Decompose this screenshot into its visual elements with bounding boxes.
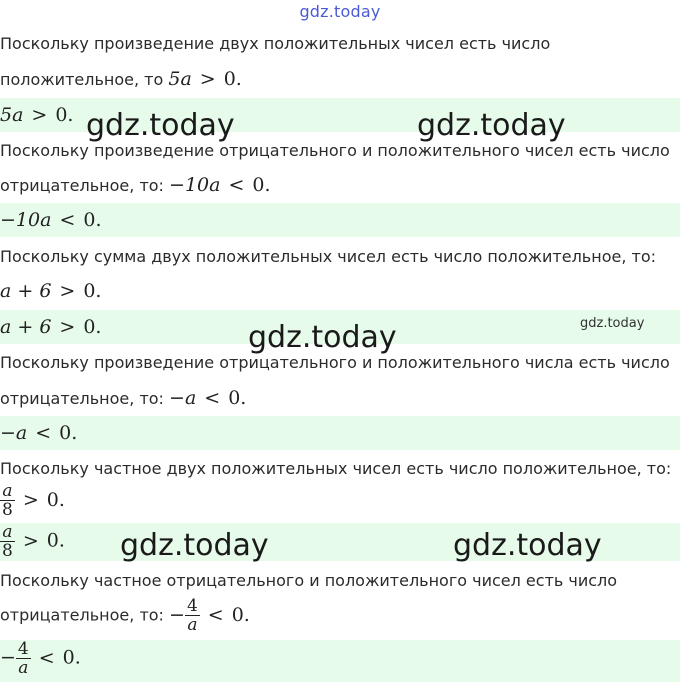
inline-line [0, 482, 65, 519]
explanation-text-line2: отрицательное, то: −10a < 0. [0, 174, 271, 196]
watermark: gdz.today [86, 108, 235, 143]
explanation-text: Поскольку частное отрицательного и положительного чисел есть число [0, 571, 618, 590]
explanation-text: Поскольку произведение двух положительных чисел есть число [0, 34, 551, 53]
explanation-text: Поскольку произведение отрицательного и положительного числа есть число [0, 353, 670, 372]
watermark: gdz.today [417, 108, 566, 143]
watermark: gdz.today [120, 528, 269, 563]
watermark-small: gdz.today [580, 316, 645, 331]
fraction: $\frac{4}{a}$ [17, 639, 29, 678]
explanation-text: Поскольку сумма двух положительных чисел есть число положительное, то: [0, 247, 656, 266]
fraction: $\frac{4}{a}$ [186, 596, 198, 635]
answer-inequality: −a < 0. [0, 422, 78, 444]
answer-inequality: a + 6 > 0. [0, 316, 102, 338]
answer-inequality: −10a < 0. [0, 209, 102, 231]
inline-inequality: $\frac{a}{8}$ > 0. [2, 481, 65, 520]
inline-inequality: a + 6 > 0. [0, 280, 102, 302]
explanation-text-line2: положительное, то 5a > 0. [0, 68, 242, 90]
explanation-text-line2: отрицательное, то: − $\frac{4}{a}$ < 0. [0, 596, 250, 635]
answer-inequality: $\frac{a}{8}$ > 0. [2, 522, 65, 561]
inline-inequality: −a < 0. [169, 387, 247, 409]
explanation-text: Поскольку произведение отрицательного и положительного чисел есть число [0, 141, 670, 160]
answer-band [0, 640, 680, 682]
fraction: $\frac{a}{8}$ [2, 481, 13, 520]
fraction: $\frac{a}{8}$ [2, 522, 13, 561]
explanation-text: Поскольку частное двух положительных чисел есть число положительное, то: [0, 459, 672, 478]
inline-inequality: − $\frac{4}{a}$ < 0. [169, 596, 250, 635]
answer-inequality: 5a > 0. [0, 104, 74, 126]
inline-line [0, 280, 101, 302]
answer-inequality: − $\frac{4}{a}$ < 0. [0, 639, 81, 678]
answer-band [0, 416, 680, 450]
watermark: gdz.today [453, 528, 602, 563]
watermark: gdz.today [248, 320, 397, 355]
inline-inequality: −10a < 0. [169, 174, 271, 196]
inline-inequality: 5a > 0. [168, 68, 242, 90]
answer-band [0, 203, 680, 237]
explanation-text-line2: отрицательное, то: −a < 0. [0, 387, 247, 409]
watermark-top: gdz.today [299, 2, 381, 21]
